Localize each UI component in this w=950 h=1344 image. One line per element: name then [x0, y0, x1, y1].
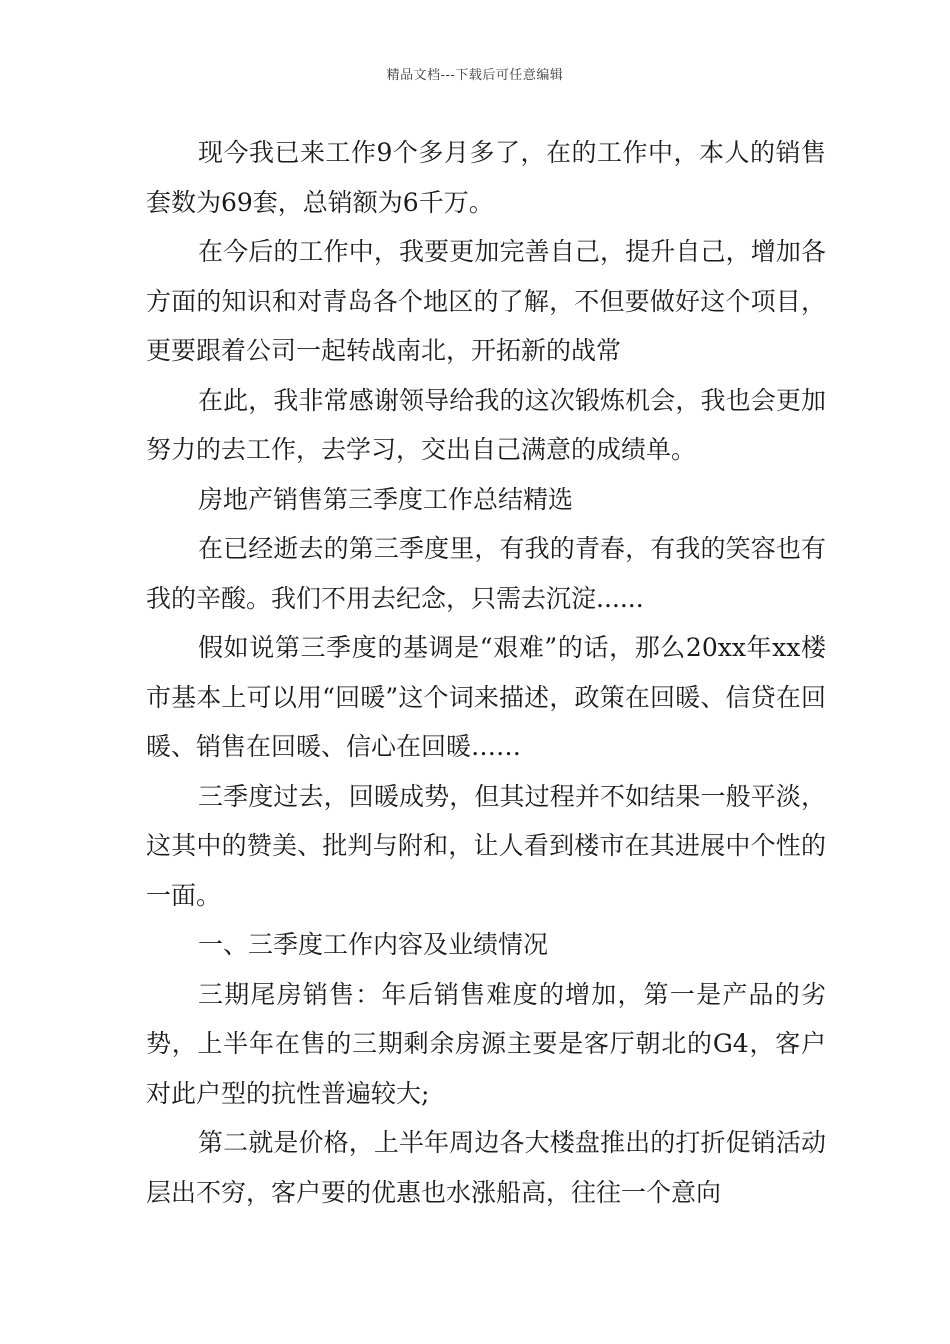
paragraph: 第二就是价格，上半年周边各大楼盘推出的打折促销活动层出不穷，客户要的优惠也水涨船高，往往一个意向 — [146, 1128, 826, 1207]
page-header: 精品文档---下载后可任意编辑 — [386, 68, 564, 83]
paragraph: 在此，我非常感谢领导给我的这次锻炼机会，我也会更加努力的去工作，去学习，交出自己满意的成绩单。 — [146, 385, 826, 464]
paragraph: 在已经逝去的第三季度里，有我的青春，有我的笑容也有我的辛酸。我们不用去纪念，只需去沉淀...... — [146, 534, 826, 613]
paragraph: 三期尾房销售：年后销售难度的增加，第一是产品的劣势，上半年在售的三期剩余房源主要是客厅朝北的G4，客户对此户型的抗性普遍较大; — [146, 979, 826, 1108]
paragraph: 三季度过去，回暖成势，但其过程并不如结果一般平淡，这其中的赞美、批判与附和，让人看到楼市在其进展中个性的一面。 — [146, 781, 826, 910]
section-title: 房地产销售第三季度工作总结精选 — [198, 484, 574, 514]
paragraph: 在今后的工作中，我要更加完善自己，提升自己，增加各方面的知识和对青岛各个地区的了解，不但要做好这个项目，更要跟着公司一起转战南北，开拓新的战常 — [146, 237, 826, 365]
paragraph: 假如说第三季度的基调是“艰难”的话，那么20xx年xx楼市基本上可以用“回暖”这个词来描述，政策在回暖、信贷在回暖、销售在回暖、信心在回暖…… — [146, 633, 826, 761]
section-heading: 一、三季度工作内容及业绩情况 — [198, 930, 549, 959]
document-body — [146, 128, 826, 1217]
paragraph: 现今我已来工作9个多月多了，在的工作中，本人的销售套数为69套，总销额为6千万。 — [146, 138, 826, 217]
